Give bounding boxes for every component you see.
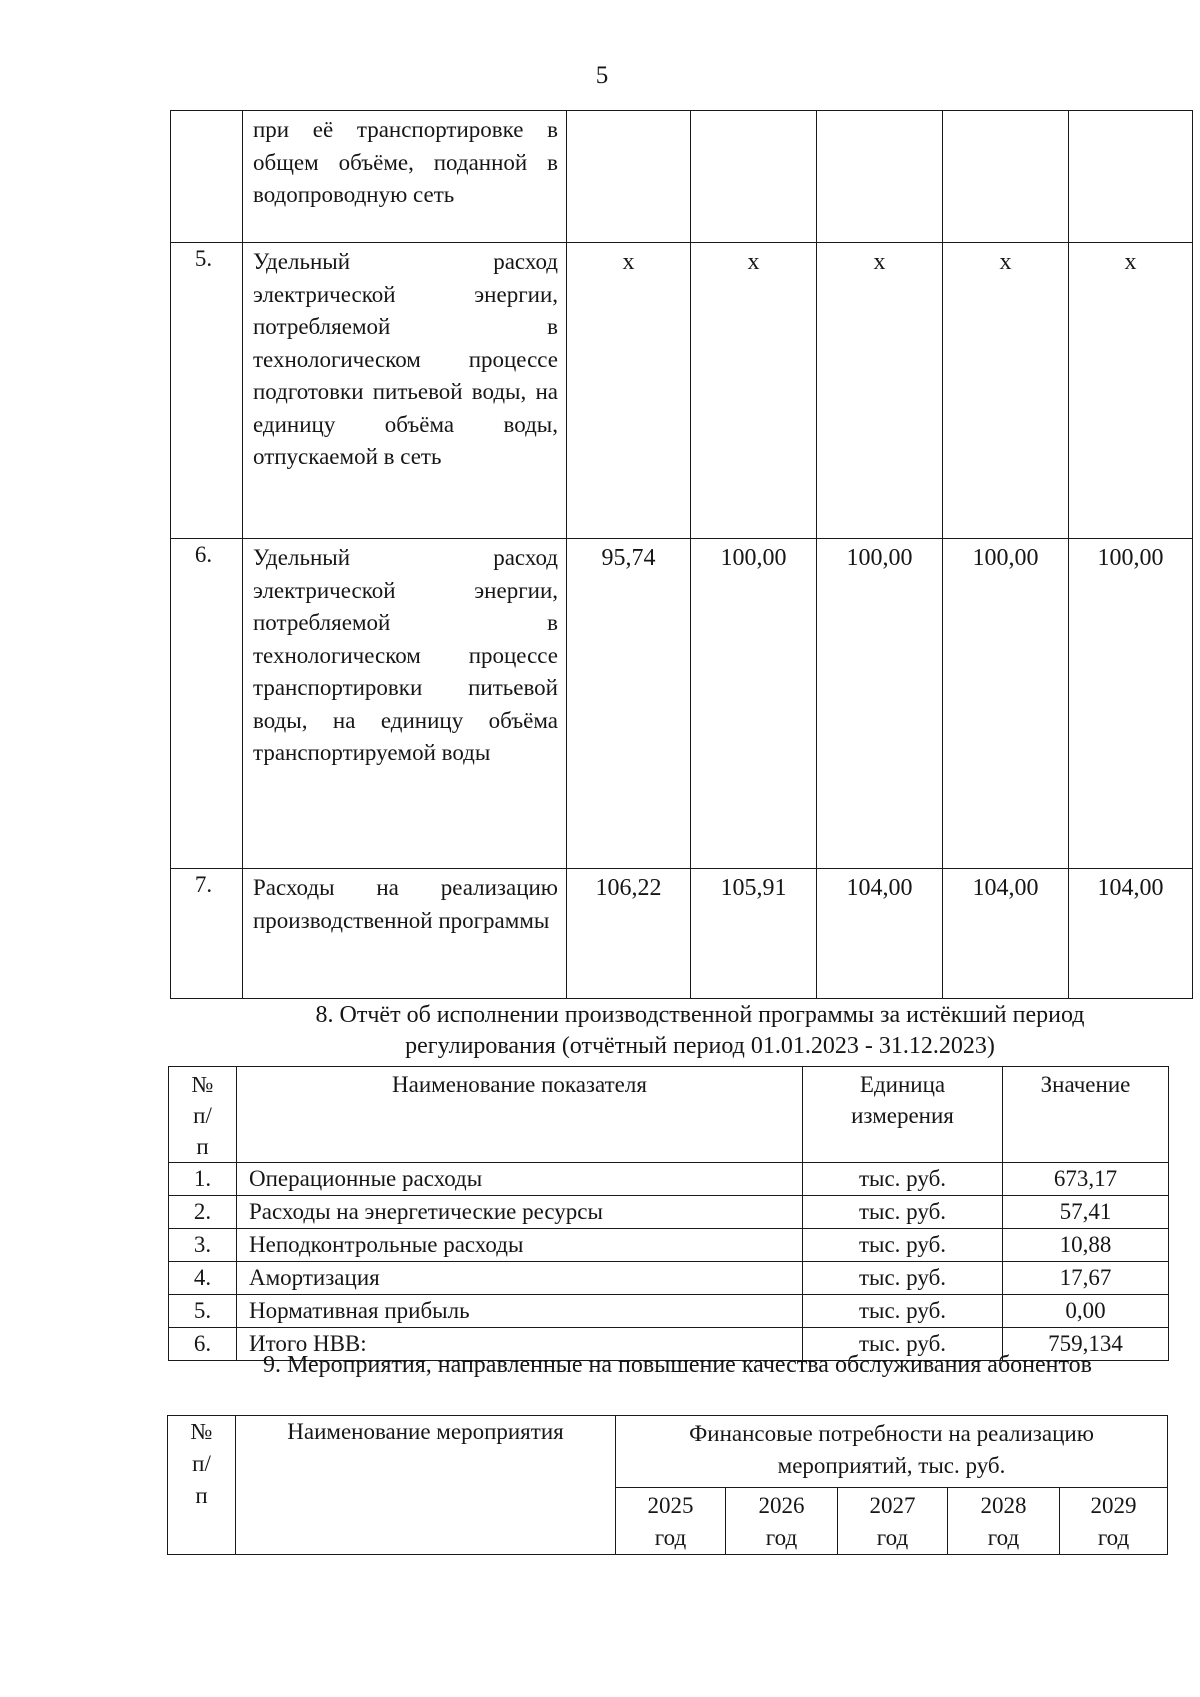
table-header-row [169, 1067, 1169, 1163]
table-row [169, 1295, 1169, 1328]
table-row [169, 1229, 1169, 1262]
indicator-name: Амортизация [237, 1262, 803, 1295]
table-row [169, 1262, 1169, 1295]
value-cell: 673,17 [1003, 1163, 1169, 1196]
value-cell: 100,00 [943, 539, 1069, 869]
header-year-2027: 2027 год [838, 1488, 948, 1555]
value-cell [943, 111, 1069, 243]
table-row [169, 1163, 1169, 1196]
table-row [171, 111, 1193, 243]
indicator-name: Итого НВВ: [237, 1328, 803, 1361]
value-cell: х [817, 243, 943, 539]
value-cell: 100,00 [1069, 539, 1193, 869]
header-year-2029: 2029 год [1060, 1488, 1168, 1555]
value-cell: х [691, 243, 817, 539]
row-number: 6. [171, 539, 243, 869]
header-value: Значение [1003, 1067, 1169, 1163]
row-number: 1. [169, 1163, 237, 1196]
value-cell: 0,00 [1003, 1295, 1169, 1328]
service-measures-table [167, 1415, 1168, 1555]
indicator-name: Удельный расход электрической энергии, потребляемой в технологическом процессе транспортировки питьевой воды, на единицу объёма транспортируемой воды [243, 539, 567, 869]
row-number: 7. [171, 869, 243, 999]
value-cell: х [1069, 243, 1193, 539]
value-cell [567, 111, 691, 243]
value-cell: 104,00 [817, 869, 943, 999]
row-number: 5. [169, 1295, 237, 1328]
value-cell: 105,91 [691, 869, 817, 999]
row-number: 6. [169, 1328, 237, 1361]
table-row [171, 243, 1193, 539]
value-cell: х [567, 243, 691, 539]
indicator-name: Расходы на энергетические ресурсы [237, 1196, 803, 1229]
table-header-row [168, 1416, 1168, 1488]
value-cell: х [943, 243, 1069, 539]
value-cell: 104,00 [1069, 869, 1193, 999]
value-cell [691, 111, 817, 243]
value-cell: 106,22 [567, 869, 691, 999]
header-year-2028: 2028 год [948, 1488, 1060, 1555]
indicator-name: Неподконтрольные расходы [237, 1229, 803, 1262]
header-measure-name: Наименование мероприятия [236, 1416, 616, 1555]
row-number: 2. [169, 1196, 237, 1229]
value-cell: 95,74 [567, 539, 691, 869]
value-cell [817, 111, 943, 243]
value-cell: 759,134 [1003, 1328, 1169, 1361]
unit-cell: тыс. руб. [803, 1229, 1003, 1262]
unit-cell: тыс. руб. [803, 1328, 1003, 1361]
header-num: № п/п [168, 1416, 236, 1555]
indicator-name: Нормативная прибыль [237, 1295, 803, 1328]
section-8-caption: 8. Отчёт об исполнении производственной программы за истёкший период регулирования (отчётный период 01.01.2023 - 31.12.2023) [315, 1002, 1085, 1059]
value-cell [1069, 111, 1193, 243]
table-row [171, 869, 1193, 999]
header-unit: Единица измерения [803, 1067, 1003, 1163]
header-year-2025: 2025 год [616, 1488, 726, 1555]
indicator-name: при её транспортировке в общем объёме, поданной в водопроводную сеть [243, 111, 567, 243]
row-number: 3. [169, 1229, 237, 1262]
unit-cell: тыс. руб. [803, 1262, 1003, 1295]
table-row [169, 1196, 1169, 1229]
header-year-2026: 2026 год [726, 1488, 838, 1555]
row-number: 5. [171, 243, 243, 539]
value-cell: 10,88 [1003, 1229, 1169, 1262]
section-9-caption: 9. Мероприятия, направленные на повышение качества обслуживания абонентов [263, 1352, 1092, 1378]
value-cell: 100,00 [691, 539, 817, 869]
header-name: Наименование показателя [237, 1067, 803, 1163]
value-cell: 104,00 [943, 869, 1069, 999]
unit-cell: тыс. руб. [803, 1196, 1003, 1229]
unit-cell: тыс. руб. [803, 1163, 1003, 1196]
value-cell: 57,41 [1003, 1196, 1169, 1229]
execution-report-table [168, 1066, 1169, 1361]
unit-cell: тыс. руб. [803, 1295, 1003, 1328]
header-num: № п/п [169, 1067, 237, 1163]
value-cell: 17,67 [1003, 1262, 1169, 1295]
indicator-name: Расходы на реализацию производственной программы [243, 869, 567, 999]
table-row [171, 539, 1193, 869]
value-cell: 100,00 [817, 539, 943, 869]
indicators-table [170, 110, 1193, 999]
row-number [171, 111, 243, 243]
page-number: 5 [595, 62, 609, 89]
header-finance: Финансовые потребности на реализацию мероприятий, тыс. руб. [616, 1416, 1168, 1488]
indicator-name: Операционные расходы [237, 1163, 803, 1196]
row-number: 4. [169, 1262, 237, 1295]
indicator-name: Удельный расход электрической энергии, потребляемой в технологическом процессе подготовки питьевой воды, на единицу объёма воды, отпускаемой в сеть [243, 243, 567, 539]
